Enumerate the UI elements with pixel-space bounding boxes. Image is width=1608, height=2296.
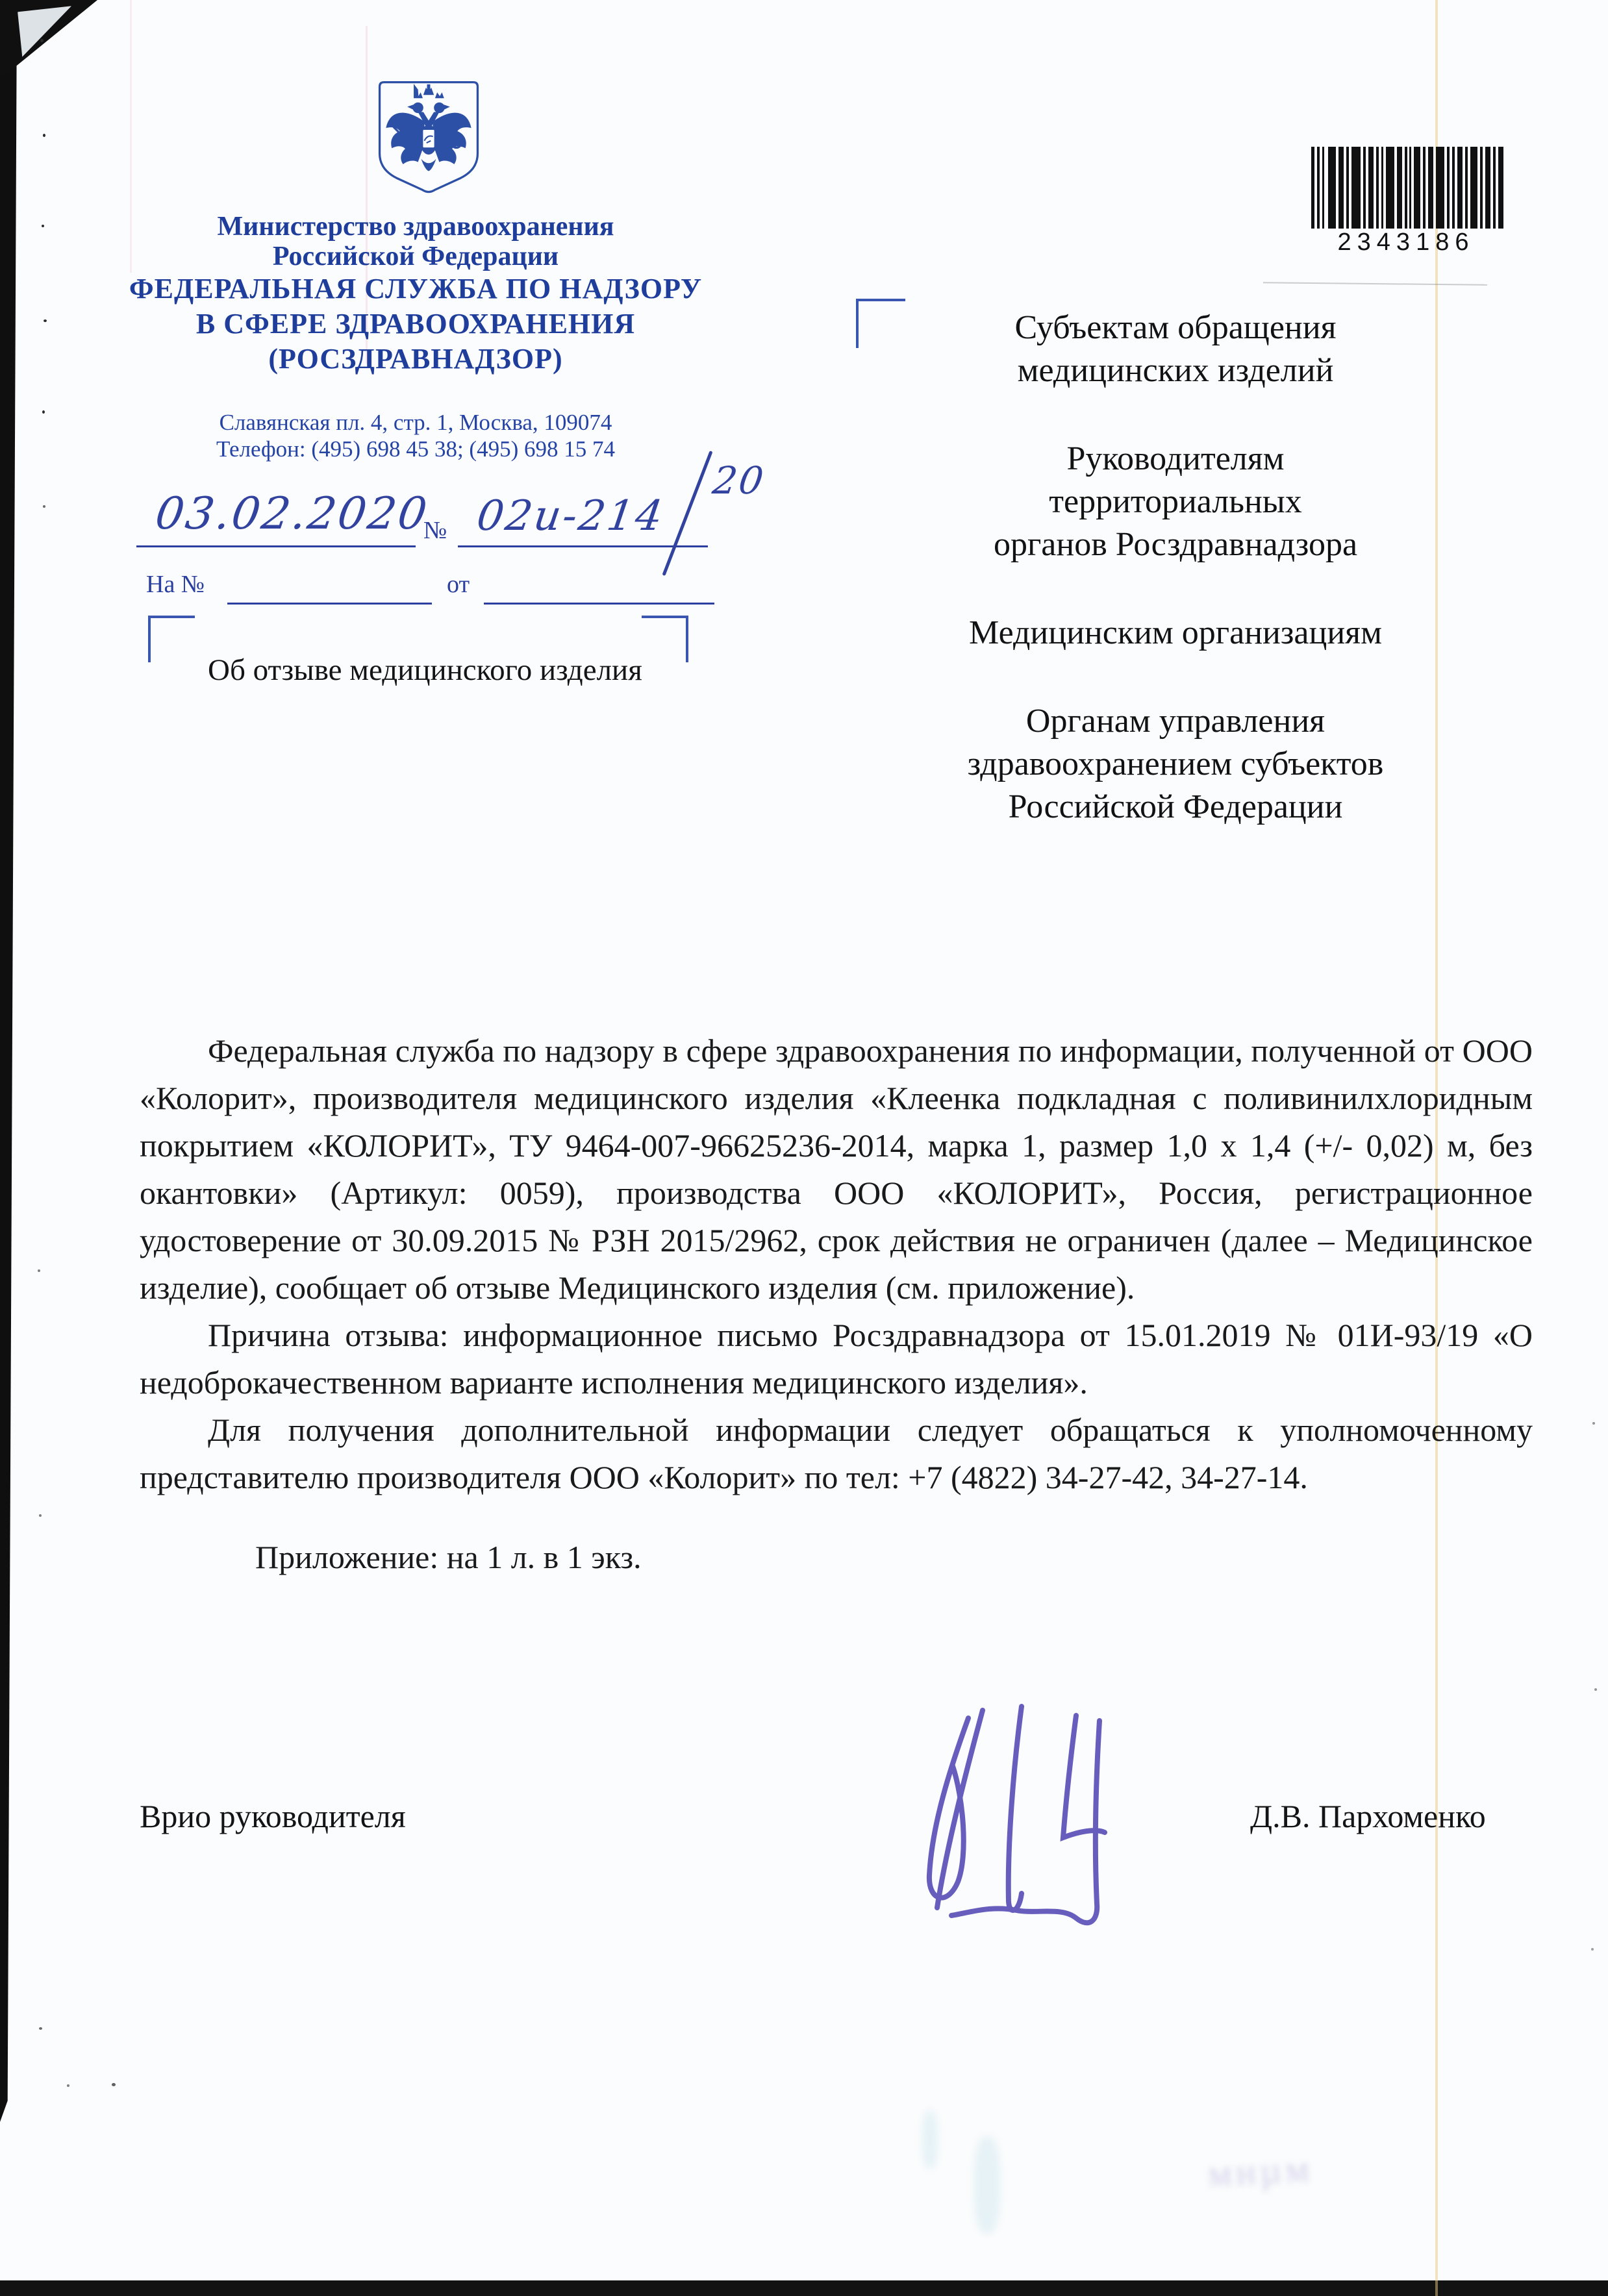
scan-edge-left [0,0,17,2122]
handwritten-number: 02и-214 [473,492,668,540]
signer-position: Врио руководителя [140,1798,406,1834]
agency-address-block [123,409,708,462]
recipient-list [890,306,1461,874]
faint-smudge-artifact-2 [922,2110,938,2169]
letter-body [140,1027,1533,1581]
ministry-name [123,212,708,271]
recipient-line: Российской Федерации [1008,788,1343,825]
scan-line-artifact-gray [1263,282,1487,286]
recipient-line: здравоохранением субъектов [967,745,1384,782]
recipient-group-2 [890,438,1461,566]
signer-name: Д.В. Пархоменко [1250,1798,1486,1834]
scan-edge-bottom [0,2280,1608,2296]
recipient-line: Субъектам обращения [1014,309,1337,346]
faint-stamp-artifact: мнµм [1207,2147,1314,2195]
reply-to-label: На № [146,571,205,598]
recipient-line: Руководителям [1066,440,1285,477]
attachment-note: Приложение: на 1 л. в 1 экз. [255,1539,642,1575]
handwritten-signature [906,1687,1127,1940]
recipient-group-3 [890,612,1461,655]
letter-subject: Об отзыве медицинского изделия [208,653,642,687]
body-paragraph-1: Федеральная служба по надзору в сфере здравоохранения по информации, полученной от ООО «Колорит», производителя медицинского изделия «Клеенка подкладная с поливинилхлоридным покрытием «КОЛОРИТ», ТУ 9464-007-96625236-2014, марка 1, размер 1,0 х 1,4 (+/- 0,02) м, без окантовки» (Артикул: 0059), производства ООО «КОЛОРИТ», Россия, регистрационное удостоверение от 30.09.2015 № РЗН 2015/2962, срок действия не ограничен (далее – Медицинское изделие), сообщает об отзыве Медицинского изделия (см. приложение). [140,1032,1533,1306]
ministry-line-1: Министерство здравоохранения [217,212,614,242]
handwritten-date: 03.02.2020 [152,488,432,540]
number-sign: № [423,517,447,544]
recipient-line: территориальных [1049,483,1302,520]
date-underline [136,545,416,547]
number-underline [458,545,708,547]
barcode-number: 2343186 [1337,229,1475,256]
recipient-line: органов Росздравнадзора [993,526,1358,563]
agency-phone: Телефон: (495) 698 45 38; (495) 698 15 74 [216,436,615,462]
agency-address: Славянская пл. 4, стр. 1, Москва, 109074 [219,410,612,435]
ministry-line-2: Российской Федерации [272,242,559,271]
subject-corner-left [148,616,195,662]
body-paragraph-2: Причина отзыва: информационное письмо Росздравнадзора от 15.01.2019 № 01И-93/19 «О недоброкачественном варианте исполнения медицинского изделия». [140,1317,1533,1401]
reply-number-underline [227,603,432,605]
russia-coat-of-arms-icon [375,78,482,203]
recipient-line: медицинских изделий [1017,352,1334,389]
reply-date-underline [484,603,714,605]
agency-line-1: ФЕДЕРАЛЬНАЯ СЛУЖБА ПО НАДЗОРУ [129,273,703,305]
faint-smudge-artifact [974,2136,1000,2234]
handwritten-number-suffix: 20 [710,458,768,503]
recipient-line: Органам управления [1025,703,1325,740]
agency-line-3: (РОСЗДРАВНАДЗОР) [268,343,563,375]
recipient-group-4 [890,700,1461,829]
recipient-line: Медицинским организациям [969,614,1382,651]
recipient-group-1 [890,306,1461,392]
reply-from-label: от [447,571,470,598]
agency-line-2: В СФЕРЕ ЗДРАВООХРАНЕНИЯ [195,308,636,340]
handwritten-slash [662,451,712,576]
registration-barcode [1311,147,1503,229]
agency-name [123,271,708,377]
body-paragraph-3: Для получения дополнительной информации следует обращаться к уполномоченному представителю производителя ООО «Колорит» по тел: +7 (4822) 34-27-42, 34-27-14. [140,1412,1533,1495]
